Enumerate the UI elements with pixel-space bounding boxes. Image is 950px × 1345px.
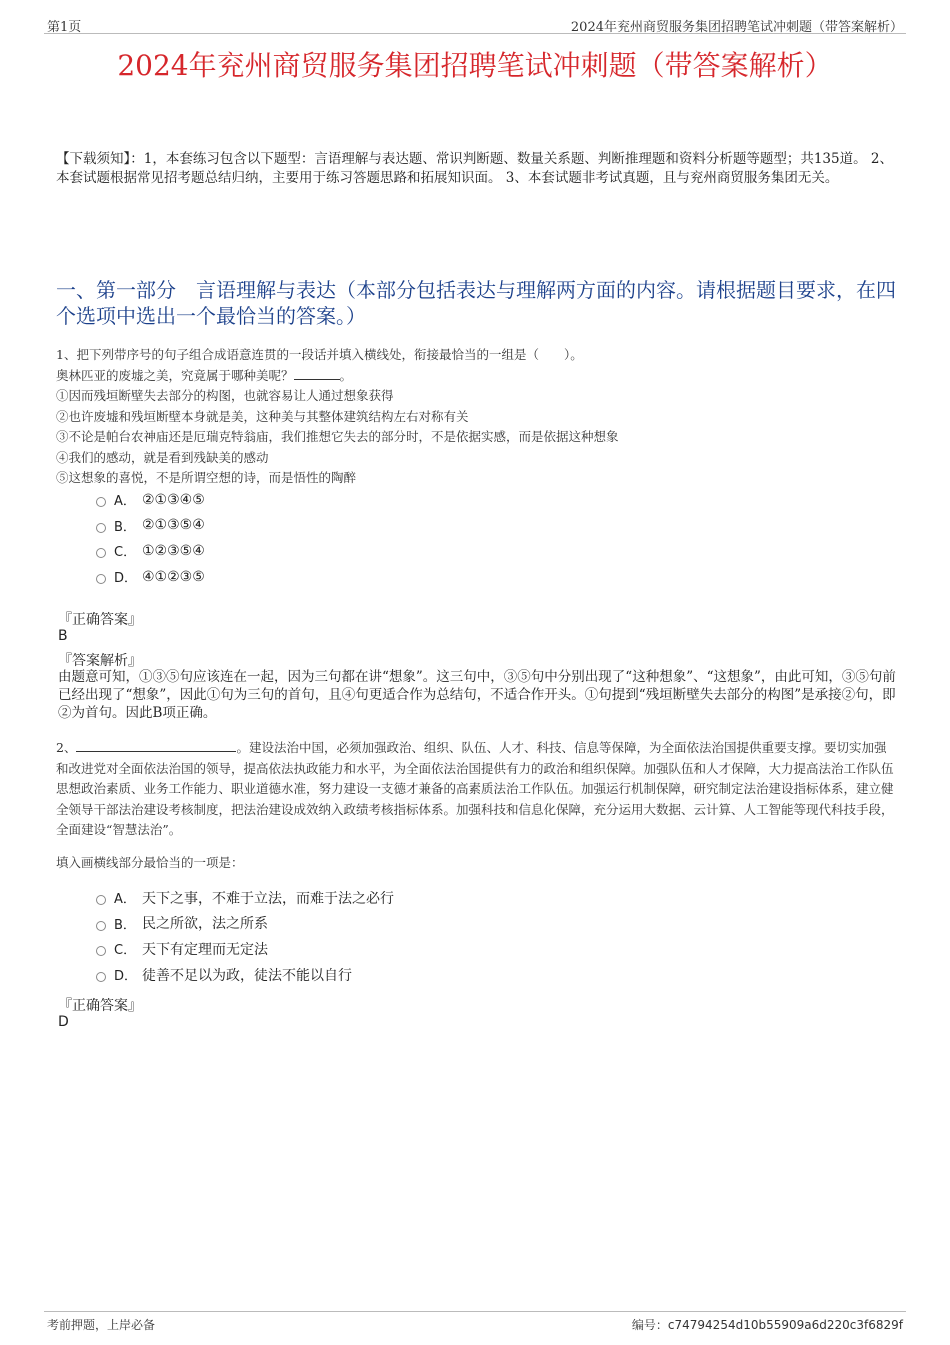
question-1-context <box>56 366 898 387</box>
fill-blank <box>294 367 340 380</box>
option-letter: C． <box>114 545 137 561</box>
option-text: ①②③⑤④ <box>142 542 205 559</box>
option-b[interactable] <box>96 513 205 539</box>
answer-label: 『正确答案』 <box>58 998 142 1014</box>
option-d[interactable] <box>96 962 394 988</box>
sentence-5: ⑤这想象的喜悦，不是所谓空想的诗，而是悟性的陶醉 <box>56 470 357 485</box>
option-text: ②①③④⑤ <box>142 491 205 508</box>
option-letter: A． <box>114 494 136 510</box>
option-b[interactable] <box>96 911 394 937</box>
header-doc-title: 2024年兖州商贸服务集团招聘笔试冲刺题（带答案解析） <box>570 20 903 35</box>
page-title: 2024年兖州商贸服务集团招聘笔试冲刺题（带答案解析） <box>117 49 833 82</box>
answer-value: D <box>58 1014 69 1030</box>
option-text: 民之所欲，法之所系 <box>142 916 268 933</box>
option-text: 天下有定理而无定法 <box>142 941 268 958</box>
footer-slogan: 考前押题，上岸必备 <box>47 1318 156 1332</box>
question-2-options <box>96 885 394 987</box>
header-divider <box>44 33 906 34</box>
option-letter: A． <box>114 892 136 908</box>
question-1-stem: 1、把下列带序号的句子组合成语意连贯的一段话并填入横线处，衔接最恰当的一组是（ ）。 <box>56 347 583 362</box>
option-letter: B． <box>114 917 136 933</box>
radio-icon[interactable] <box>96 574 106 584</box>
option-letter: C． <box>114 943 137 959</box>
question-1-options <box>96 487 205 589</box>
radio-icon[interactable] <box>96 497 106 507</box>
option-c[interactable] <box>96 538 205 564</box>
answer-value: B <box>58 628 68 644</box>
footer-code <box>632 1316 903 1333</box>
option-text: ④①②③⑤ <box>142 568 205 585</box>
option-letter: D． <box>114 969 138 985</box>
code-value: c74794254d10b55909a6d220c3f6829f <box>667 1318 903 1332</box>
option-c[interactable] <box>96 936 394 962</box>
question-1-text <box>56 345 898 489</box>
radio-icon[interactable] <box>96 548 106 558</box>
sentence-2: ②也许废墟和残垣断壁本身就是美，这种美与其整体建筑结构左右对称有关 <box>56 408 469 424</box>
sentence-4: ④我们的感动，就是看到残缺美的感动 <box>56 449 269 465</box>
option-d[interactable] <box>96 564 205 590</box>
analysis-label: 『答案解析』 <box>58 653 142 669</box>
code-label: 编号： <box>631 1318 668 1332</box>
radio-icon[interactable] <box>96 523 106 533</box>
question-2-number: 2、 <box>56 740 77 755</box>
download-notice: 【下载须知】：1，本套练习包含以下题型：言语理解与表达题、常识判断题、数量关系题、判断推理题和资料分析题等题型；共135道。 2、本套试题根据常见招考题总结归纳，主要用于练习答题思路和拓展知识面。 3、本套试题非考试真题，且与兖州商贸服务集团无关。 <box>56 151 893 186</box>
option-letter: D． <box>114 571 138 587</box>
option-text: ②①③⑤④ <box>142 517 205 534</box>
option-text: 天下之事，不难于立法，而难于法之必行 <box>142 890 394 907</box>
sentence-3: ③不论是帕台农神庙还是厄瑞克特翁庙，我们推想它失去的部分时，不是依据实感，而是依据这种想象 <box>56 429 619 444</box>
fill-blank <box>76 739 236 752</box>
footer-divider <box>44 1311 906 1312</box>
radio-icon[interactable] <box>96 972 106 982</box>
answer-label: 『正确答案』 <box>58 612 142 628</box>
option-letter: B． <box>114 519 136 535</box>
radio-icon[interactable] <box>96 946 106 956</box>
option-a[interactable] <box>96 487 205 513</box>
page-number: 第1页 <box>47 20 82 35</box>
radio-icon[interactable] <box>96 921 106 931</box>
option-a[interactable] <box>96 885 394 911</box>
analysis-text: 由题意可知，①③⑤句应该连在一起，因为三句都在讲“想象”。这三句中，③⑤句中分别出现了“这种想象”、“这想象”，由此可知，③⑤句前已经出现了“想象”，因此①句为三句的首句，且④句更适合作为总结句，不适合作开头。①句提到“残垣断壁失去部分的构图”是承接②句，即②为首句。因此B项正确。 <box>58 669 896 721</box>
radio-icon[interactable] <box>96 895 106 905</box>
question-2-stem: 。建设法治中国，必须加强政治、组织、队伍、人才、科技、信息等保障，为全面依法治国提供重要支撑。要切实加强和改进党对全面依法治国的领导，提高依法执政能力和水平，为全面依法治国提供有力的政治和组织保障。加强队伍和人才保障，大力提高法治工作队伍思想政治素质、业务工作能力、职业道德水准，努力建设一支德才兼备的高素质法治工作队伍。加强运行机制保障，研究制定法治建设指标体系，建立健全领导干部法治建设考核制度，把法治建设成效纳入政绩考核指标体系。加强科技和信息化保障，充分运用大数据、云计算、人工智能等现代科技手段，全面建设“智慧法治”。 <box>56 740 894 837</box>
context-after: 。 <box>339 367 353 383</box>
option-text: 徒善不足以为政，徒法不能以自行 <box>142 967 352 984</box>
question-2-text <box>56 738 898 841</box>
question-2-prompt: 填入画横线部分最恰当的一项是： <box>56 855 244 870</box>
section-title: 一、第一部分 言语理解与表达（本部分包括表达与理解两方面的内容。请根据题目要求，在四个选项中选出一个最恰当的答案。） <box>56 278 896 328</box>
sentence-1: ①因而残垣断壁失去部分的构图，也就容易让人通过想象获得 <box>56 388 394 403</box>
context-before: 奥林匹亚的废墟之美，究竟属于哪种美呢？ <box>56 367 294 383</box>
